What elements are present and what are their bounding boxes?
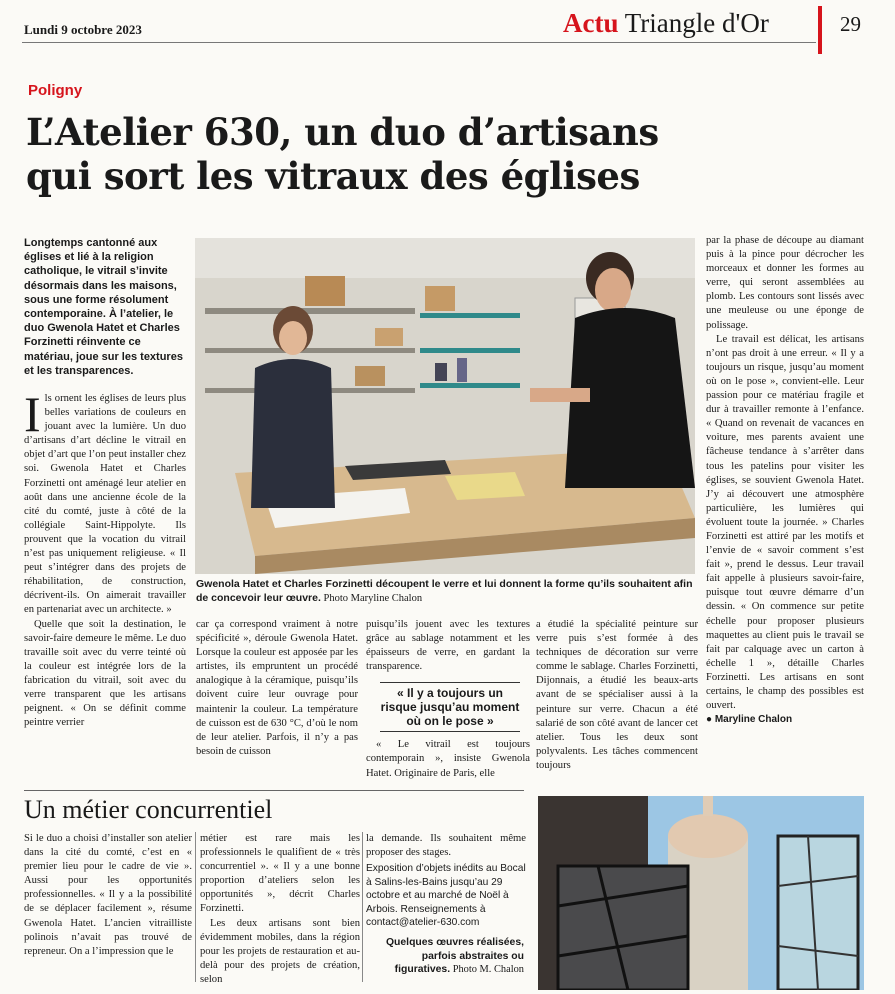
text-column-4 [536, 618, 698, 773]
box-column-3 [366, 832, 526, 930]
pull-quote: « Il y a toujours un risque jusqu’au moment où on le pose » [380, 682, 520, 732]
paragraph: car ça correspond vraiment à notre spécificité », déroule Gwenola Hatet. Lorsque la couleur est apposée par les artistes, ils empruntent un procédé analogique à la céramique, puisqu’ils doivent cuire leur ouvrage pour maintenir la couleur. La température de cuisson est de 630 °C, d’où le nom de leur atelier. Parfois, il n’y a pas besoin de cuisson [196, 619, 358, 757]
stained-glass-illustration [538, 796, 864, 990]
caption-text: Gwenola Hatet et Charles Forzinetti découpent le verre et lui donnent la forme qu’ils souhaitent afin de concevoir leur œuvre. [196, 578, 693, 604]
column-divider [362, 832, 363, 982]
paragraph [24, 386, 186, 618]
paragraph: la demande. Ils souhaitent même proposer des stages. [366, 833, 526, 859]
box-subhead: Un métier concurrentiel [24, 795, 273, 824]
paragraph: Quelle que soit la destination, le savoir-faire demeure le même. Le duo travaille soit avec du verre teinté où la couleur est intégrée lors de la fabrication du vitrail, soit avec du verre transparent que les artisans peignent. « On se définit comme peintre verrier [24, 618, 186, 729]
author-signature: ● Maryline Chalon [706, 714, 793, 726]
headline-line-1: L’Atelier 630, un duo d’artisans [26, 110, 659, 154]
photo-caption [196, 578, 694, 605]
photo-credit: Photo Maryline Chalon [320, 592, 423, 604]
rubric-bar [818, 6, 822, 54]
paragraph: métier est rare mais les professionnels le qualifient de « très concurrentiel ». « Il y a une bonne proportion d’ateliers selon les opportunités », décrit Charles Forzinetti. [200, 833, 360, 915]
rubric-actu: Actu [563, 8, 619, 38]
paragraph: Le travail est délicat, les artisans n’ont pas droit à une erreur. « Il y a toujours un risque, jusqu’au moment où on le pose », convient-elle. Leur passion pour ce matériau fragile et dur à travailler remonte à l’enfance. « Quand on revenait de vacances en voiture, mes parents avaient une fâcheuse tendance à s’arrêter dans tous les patelins pour visiter les églises, se souvient Gwenola Hatet. J’y ai découvert une atmosphère particulière, les lumières qui évoluent toute la journée. » Charles Forzinetti est attiré par les motifs et l’envie de « savoir comment s’est fait », prend le dessus. Leur travail fait appelle à plusieurs savoir-faire, puisque tout œuvre démarre d’un dessin. « On commence sur petite échelle pour proposer plusieurs maquettes au client puis le travail se fait par calquage avec un carton à échelle 1 », détaille Charles Forzinetti. Les artisans en sont certains, le champ des possibles est ouvert. [706, 333, 864, 712]
caption-text: Quelques œuvres réalisées, parfois abstraites ou figuratives. [385, 937, 524, 975]
rubric-name: Triangle d'Or [618, 8, 769, 38]
box-rule [24, 790, 524, 791]
text-column-2 [196, 618, 358, 759]
photo2-caption [366, 936, 524, 977]
column-divider [195, 832, 196, 982]
drop-cap: I [24, 386, 41, 442]
paragraph: a étudié la spécialité peinture sur verre puis s’est formée à des techniques de décoration sur verre comme le sablage. Charles Forzinetti, Dijonnais, a étudié les beaux-arts avant de se spécialiser aussi à la peinture sur verre. Chacun a été salarié de son côté avant de lancer cet atelier. Tous les deux sont polyvalents. Les tâches commencent toujours [536, 619, 698, 771]
exhibition-info: Exposition d’objets inédits au Bocal à Salins-les-Bains jusqu’au 29 octobre et au marché de Noël à Arbois. Renseignements à contact@atelier-630.com [366, 863, 526, 929]
box-column-1 [24, 832, 192, 959]
workshop-photo-illustration [195, 238, 695, 574]
paragraph: par la phase de découpe au diamant puis à la pince pour décrocher les morceaux et donner les formes au verre, qui seront assemblées au plomb. Les contours sont lissés avec une meuleuse ou une éponge de polissage. [706, 235, 864, 331]
article-headline [26, 110, 826, 198]
paragraph-text: ls ornent les églises de leurs plus belles variations de couleurs en jouant avec la lumière. Un duo d’artisans d’art décline le vitrail en objet d’art que l’on peut installer chez soi. Gwenola Hatet et Charles Forzinetti ont aménagé leur atelier en août dans une ancienne école de la cité du comté, juste à côté de la collégiale Saint-Hippolyte. Ils prouvent que la vocation du vitrail n’est pas uniquement religieuse. « Il peut s’intégrer dans des projets de réhabilitation, de construction, décrivent-ils. On aimerait travailler en partenariat avec un architecte. » [24, 393, 186, 616]
paragraph: Les deux artisans sont bien évidemment mobiles, dans la région pour les projets de restauration et au-delà pour des projets de création, selon [200, 917, 360, 985]
box-column-2 [200, 832, 360, 987]
issue-date: Lundi 9 octobre 2023 [24, 22, 142, 37]
paragraph: puisqu’ils jouent avec les textures grâce au sablage notamment et les épaisseurs de verre, en gardant la transparence. [366, 619, 530, 673]
section-rubric [563, 8, 769, 39]
paragraph: Si le duo a choisi d’installer son atelier dans la cité du comté, c’est en « premier lieu pour le cadre de vie ». Aussi pour les opportunités professionnelles. « Il y a la possibilité de se déplacer facilement », résume Gwenola Hatet. L’ancien vitrailliste polinois n’avait pas trouvé de repreneur. On a l’impression que le [24, 833, 192, 957]
article-kicker: Poligny [28, 82, 83, 99]
page-number: 29 [840, 12, 861, 36]
article-lead: Longtemps cantonné aux églises et lié à la religion catholique, le vitrail s’invite désormais dans les maisons, sous une forme résolument contemporaine. À l’atelier, le duo Gwenola Hatet et Charles Forzinetti réinvente ce matériau, joue sur les textures et les transparences. [24, 237, 183, 377]
header-rule [22, 42, 816, 43]
text-column-1 [24, 386, 186, 730]
headline-line-2: qui sort les vitraux des églises [26, 154, 640, 198]
paragraph: « Le vitrail est toujours contemporain », insiste Gwenola Hatet. Originaire de Paris, elle [366, 739, 530, 779]
main-photo [195, 238, 695, 574]
stained-glass-photo [538, 796, 864, 990]
text-column-right [706, 234, 864, 727]
photo-credit: Photo M. Chalon [450, 964, 524, 975]
